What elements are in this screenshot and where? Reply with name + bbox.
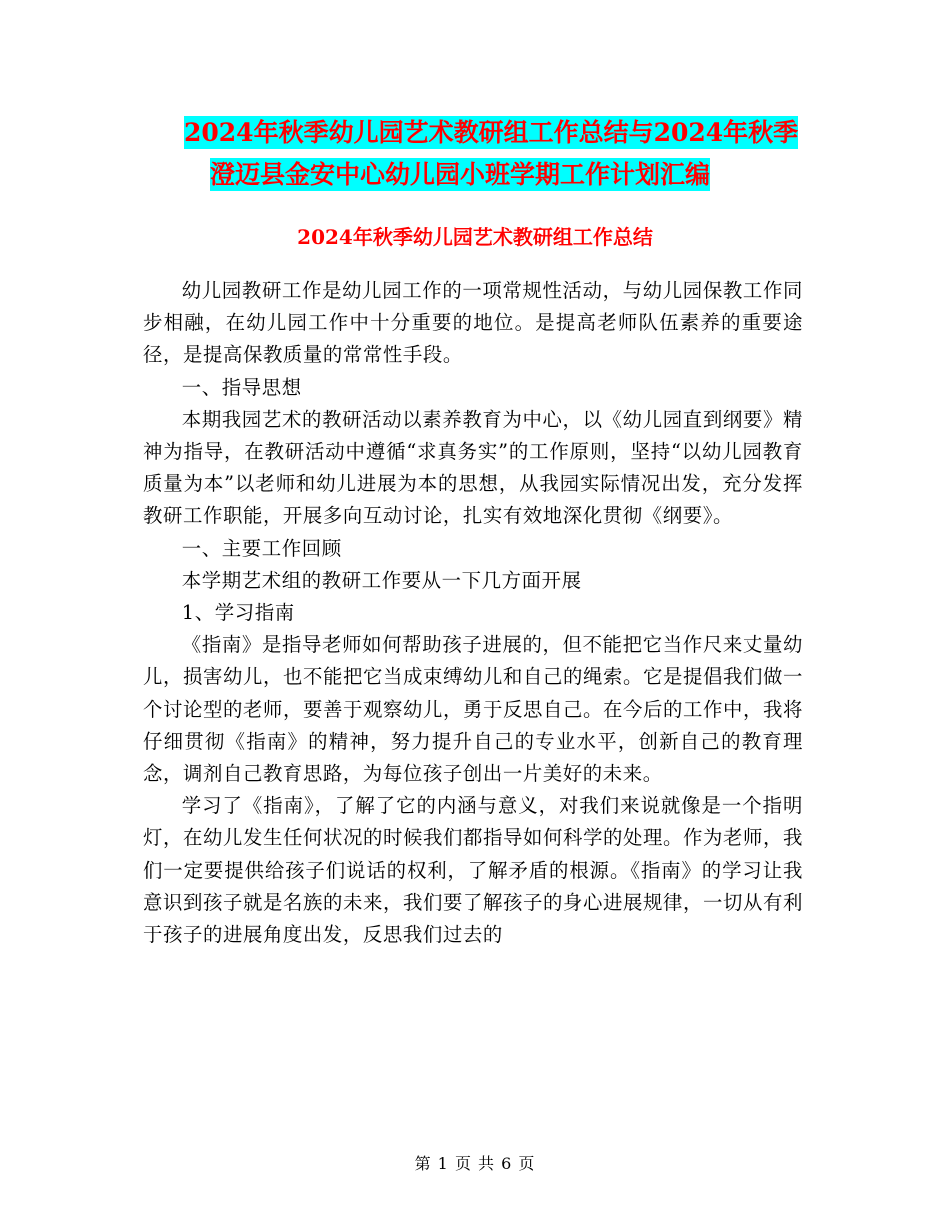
paragraph: 学习了《指南》，了解了它的内涵与意义，对我们来说就像是一个指明灯，在幼儿发生任何状况的时候我们都指导如何科学的处理。作为老师，我们一定要提供给孩子们说话的权利，了解矛盾的根源。《指南》的学习让我意识到孩子就是名族的未来，我们要了解孩子的身心进展规律，一切从有利于孩子的进展角度出发，反思我们过去的: [143, 794, 803, 947]
section-title: 2024年秋季幼儿园艺术教研组工作总结: [297, 225, 653, 249]
title-highlight: 2024年秋季幼儿园艺术教研组工作总结与2024年秋季: [184, 118, 799, 147]
document-title-line-1: [140, 112, 830, 154]
page-footer: 第 1 页 共 6 页: [414, 1154, 536, 1173]
title-highlight: 澄迈县金安中心幼儿园小班学期工作计划汇编: [210, 160, 711, 189]
heading-guiding-ideology: 一、指导思想: [181, 375, 302, 399]
paragraph: 本期我园艺术的教研活动以素养教育为中心，以《幼儿园直到纲要》精神为指导，在教研活动中遵循“求真务实”的工作原则，坚持“以幼儿园教育质量为本”以老师和幼儿进展为本的思想，从我园实际情况出发，充分发挥教研工作职能，开展多向互动讨论，扎实有效地深化贯彻《纲要》。: [143, 407, 803, 528]
document-title: [140, 112, 830, 196]
heading-work-review: 一、主要工作回顾: [181, 536, 342, 560]
paragraph: 幼儿园教研工作是幼儿园工作的一项常规性活动，与幼儿园保教工作同步相融，在幼儿园工作中十分重要的地位。是提高老师队伍素养的重要途径，是提高保教质量的常常性手段。: [143, 279, 803, 367]
heading-study-guide: 1、学习指南: [181, 601, 295, 625]
document-title-line-2: [140, 154, 830, 196]
document-body: [143, 275, 803, 951]
paragraph: 本学期艺术组的教研工作要从一下几方面开展: [181, 568, 582, 592]
paragraph: 《指南》是指导老师如何帮助孩子进展的，但不能把它当作尺来丈量幼儿，损害幼儿，也不能把它当成束缚幼儿和自己的绳索。它是提倡我们做一个讨论型的老师，要善于观察幼儿，勇于反思自己。在今后的工作中，我将仔细贯彻《指南》的精神，努力提升自己的专业水平，创新自己的教育理念，调剂自己教育思路，为每位孩子创出一片美好的未来。: [143, 633, 803, 786]
